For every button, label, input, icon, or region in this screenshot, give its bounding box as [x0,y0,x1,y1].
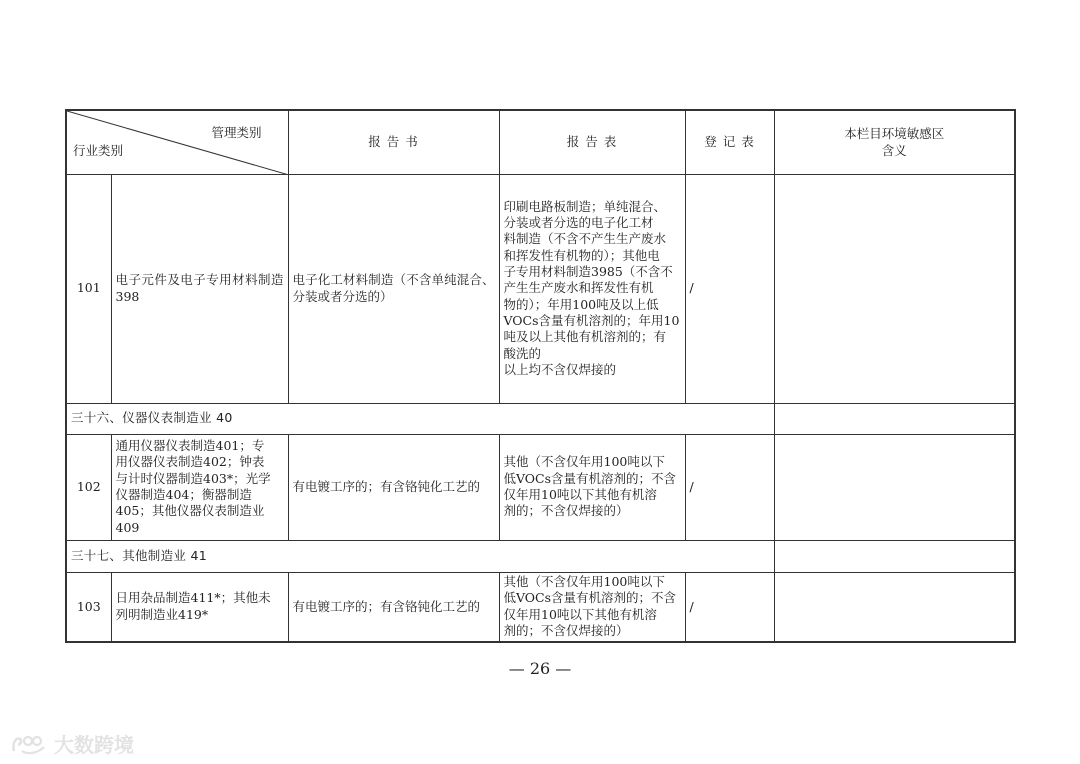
industry-line: 列明制造业419* [115,606,209,622]
report-form-line: 吨及以上其他有机溶剂的；有 [503,329,667,345]
report-form-line: 其他（不含仅年用100吨以下 [503,574,665,590]
industry-line: 409 [115,519,140,535]
watermark-logo-icon [10,731,50,757]
report-book-cell: 有电镀工序的；有含铬钝化工艺的 [288,572,499,642]
sensitive-area-cell [774,174,1015,403]
row-number: 102 [66,434,111,540]
sensitive-area-cell [774,403,1015,434]
report-form-header: 报 告 表 [499,110,685,174]
registration-cell: / [685,434,774,540]
report-form-line: 剂的；不含仅焊接的） [503,503,629,519]
report-form-line: VOCs含量有机溶剂的；年用10 [503,312,680,328]
table-row-101 [66,174,1015,403]
report-form-line: 酸洗的 [503,345,542,361]
report-form-line: 分装或者分选的电子化工材 [503,215,654,231]
registration-cell: / [685,174,774,403]
report-form-line: 子专用材料制造3985（不含不 [503,264,673,280]
page-number: — 26 — [508,659,572,678]
diagonal-header-cell [66,110,288,174]
report-form-cell [499,434,685,540]
report-form-line: 和挥发性有机物的）；其他电 [503,247,660,263]
industry-line: 与计时仪器制造403*；光学 [115,470,271,486]
catalog-table [65,109,1016,643]
report-form-line: 低VOCs含量有机溶剂的；不含 [503,470,677,486]
report-form-line: 剂的；不含仅焊接的） [503,623,629,639]
sensitive-area-header-line2: 含义 [881,143,907,159]
section-title: 三十七、其他制造业 41 [66,540,774,572]
row-number: 101 [66,174,111,403]
report-form-line: 其他（不含仅年用100吨以下 [503,454,665,470]
table-row-102 [66,434,1015,540]
industry-line: 405；其他仪器仪表制造业 [115,503,265,519]
industry-line: 通用仪器仪表制造401；专 [115,438,265,454]
report-form-line: 低VOCs含量有机溶剂的；不含 [503,590,677,606]
report-form-line: 印刷电路板制造；单纯混合、 [503,198,667,214]
report-form-line: 仅年用10吨以下其他有机溶 [503,606,657,622]
industry-cell [111,572,288,642]
watermark [10,729,134,758]
registration-form-header: 登 记 表 [685,110,774,174]
industry-category-label: 行业类别 [73,143,124,159]
management-category-label: 管理类别 [211,125,262,140]
sensitive-area-cell [774,572,1015,642]
industry-cell: 电子元件及电子专用材料制造398 [111,174,288,403]
report-form-line: 产生生产废水和挥发性有机 [503,280,654,296]
registration-cell: / [685,572,774,642]
industry-line: 仪器制造404；衡器制造 [115,487,252,502]
sensitive-area-cell [774,434,1015,540]
report-form-cell [499,572,685,642]
report-form-line: 以上均不含仅焊接的 [503,361,617,377]
report-form-line: 物的）；年用100吨及以上低 [503,296,659,312]
watermark-text: 大数跨境 [54,733,134,757]
report-form-line: 仅年用10吨以下其他有机溶 [503,487,657,502]
report-book-cell: 电子化工材料制造（不含单纯混合、分装或者分选的） [288,174,499,403]
sensitive-area-header [774,110,1015,174]
row-number: 103 [66,572,111,642]
report-book-cell: 有电镀工序的；有含铬钝化工艺的 [288,434,499,540]
industry-line: 用仪器仪表制造402；钟表 [115,454,265,470]
report-book-header: 报 告 书 [288,110,499,174]
report-form-line: 料制造（不含不产生生产废水 [503,231,667,247]
industry-cell [111,434,288,540]
section-row-37 [66,540,1015,572]
industry-line: 日用杂品制造411*；其他未 [115,590,271,606]
report-form-cell [499,174,685,403]
section-row-36 [66,403,1015,434]
sensitive-area-cell [774,540,1015,572]
table-row-103 [66,572,1015,642]
header-row [66,110,1015,174]
section-title: 三十六、仪器仪表制造业 40 [66,403,774,434]
sensitive-area-header-line1: 本栏目环境敏感区 [844,126,945,142]
